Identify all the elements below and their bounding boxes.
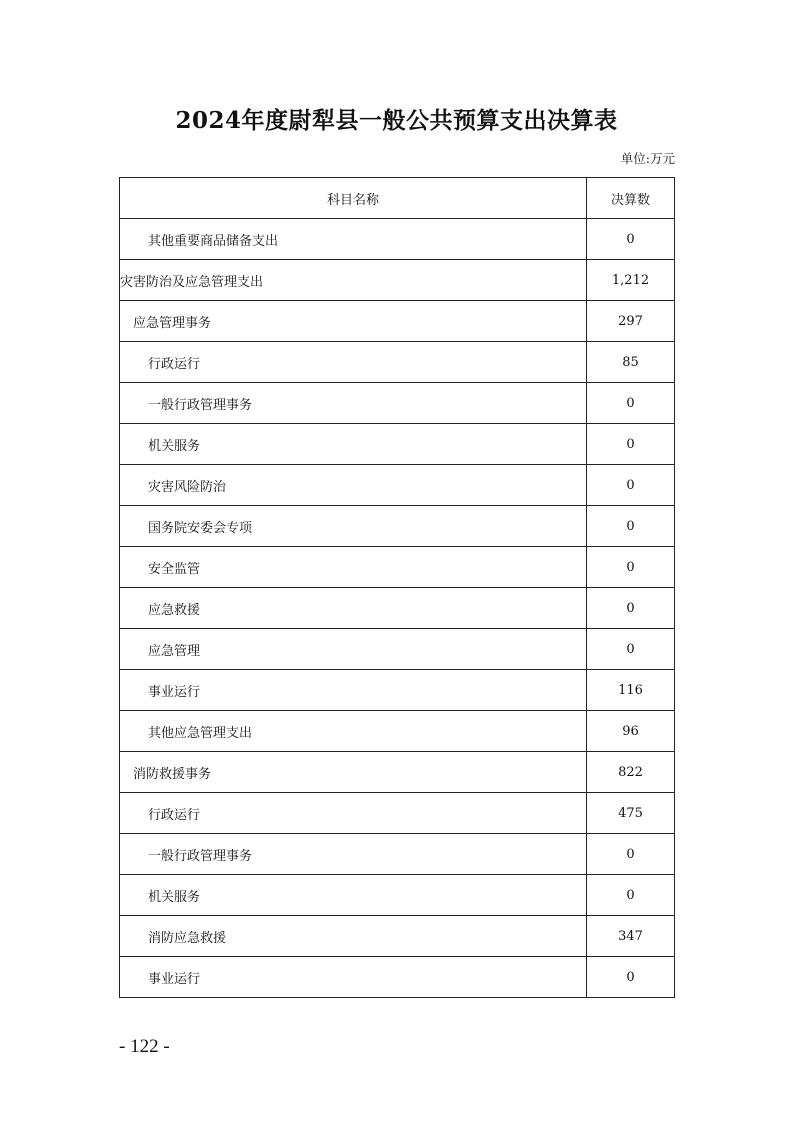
- final-amount-cell: 0: [587, 465, 675, 506]
- subject-name-cell: 国务院安委会专项: [120, 506, 587, 547]
- table-row: [120, 383, 675, 424]
- table-row: [120, 465, 675, 506]
- subject-name-cell: 行政运行: [120, 793, 587, 834]
- table-row: [120, 916, 675, 957]
- subject-name-cell: 其他应急管理支出: [120, 711, 587, 752]
- subject-name-cell: 灾害防治及应急管理支出: [120, 260, 587, 301]
- subject-name-cell: 应急管理: [120, 629, 587, 670]
- subject-name-cell: 消防应急救援: [120, 916, 587, 957]
- table-body: [120, 219, 675, 998]
- subject-name-cell: 机关服务: [120, 424, 587, 465]
- final-amount-cell: 0: [587, 506, 675, 547]
- subject-name-cell: 一般行政管理事务: [120, 834, 587, 875]
- subject-name-cell: 应急管理事务: [120, 301, 587, 342]
- table-header-row: [120, 178, 675, 219]
- table-row: [120, 875, 675, 916]
- table-row: [120, 424, 675, 465]
- final-amount-cell: 822: [587, 752, 675, 793]
- table-row: [120, 588, 675, 629]
- header-subject-name: 科目名称: [120, 178, 587, 219]
- page-title: 2024年度尉犁县一般公共预算支出决算表: [175, 107, 618, 134]
- final-amount-cell: 347: [587, 916, 675, 957]
- subject-name-cell: 一般行政管理事务: [120, 383, 587, 424]
- page-number: - 122 -: [119, 1036, 170, 1057]
- subject-name-cell: 安全监管: [120, 547, 587, 588]
- final-amount-cell: 0: [587, 547, 675, 588]
- table-row: [120, 260, 675, 301]
- table-row: [120, 219, 675, 260]
- subject-name-cell: 行政运行: [120, 342, 587, 383]
- table-row: [120, 547, 675, 588]
- final-amount-cell: 1,212: [587, 260, 675, 301]
- final-amount-cell: 297: [587, 301, 675, 342]
- subject-name-cell: 应急救援: [120, 588, 587, 629]
- table-row: [120, 752, 675, 793]
- final-amount-cell: 0: [587, 219, 675, 260]
- subject-name-cell: 事业运行: [120, 957, 587, 998]
- subject-name-cell: 灾害风险防治: [120, 465, 587, 506]
- final-amount-cell: 0: [587, 629, 675, 670]
- table-row: [120, 342, 675, 383]
- final-amount-cell: 85: [587, 342, 675, 383]
- unit-label: 单位:万元: [620, 151, 675, 166]
- final-amount-cell: 0: [587, 875, 675, 916]
- header-final-amount: 决算数: [587, 178, 675, 219]
- table-row: [120, 301, 675, 342]
- final-amount-cell: 96: [587, 711, 675, 752]
- table-row: [120, 793, 675, 834]
- table-row: [120, 670, 675, 711]
- final-amount-cell: 0: [587, 588, 675, 629]
- table-row: [120, 834, 675, 875]
- subject-name-cell: 机关服务: [120, 875, 587, 916]
- subject-name-cell: 其他重要商品储备支出: [120, 219, 587, 260]
- final-amount-cell: 116: [587, 670, 675, 711]
- final-amount-cell: 0: [587, 957, 675, 998]
- table-row: [120, 957, 675, 998]
- table-row: [120, 711, 675, 752]
- subject-name-cell: 消防救援事务: [120, 752, 587, 793]
- subject-name-cell: 事业运行: [120, 670, 587, 711]
- table-row: [120, 629, 675, 670]
- final-amount-cell: 475: [587, 793, 675, 834]
- table-row: [120, 506, 675, 547]
- final-amount-cell: 0: [587, 424, 675, 465]
- final-amount-cell: 0: [587, 834, 675, 875]
- final-amount-cell: 0: [587, 383, 675, 424]
- budget-table: [119, 177, 675, 998]
